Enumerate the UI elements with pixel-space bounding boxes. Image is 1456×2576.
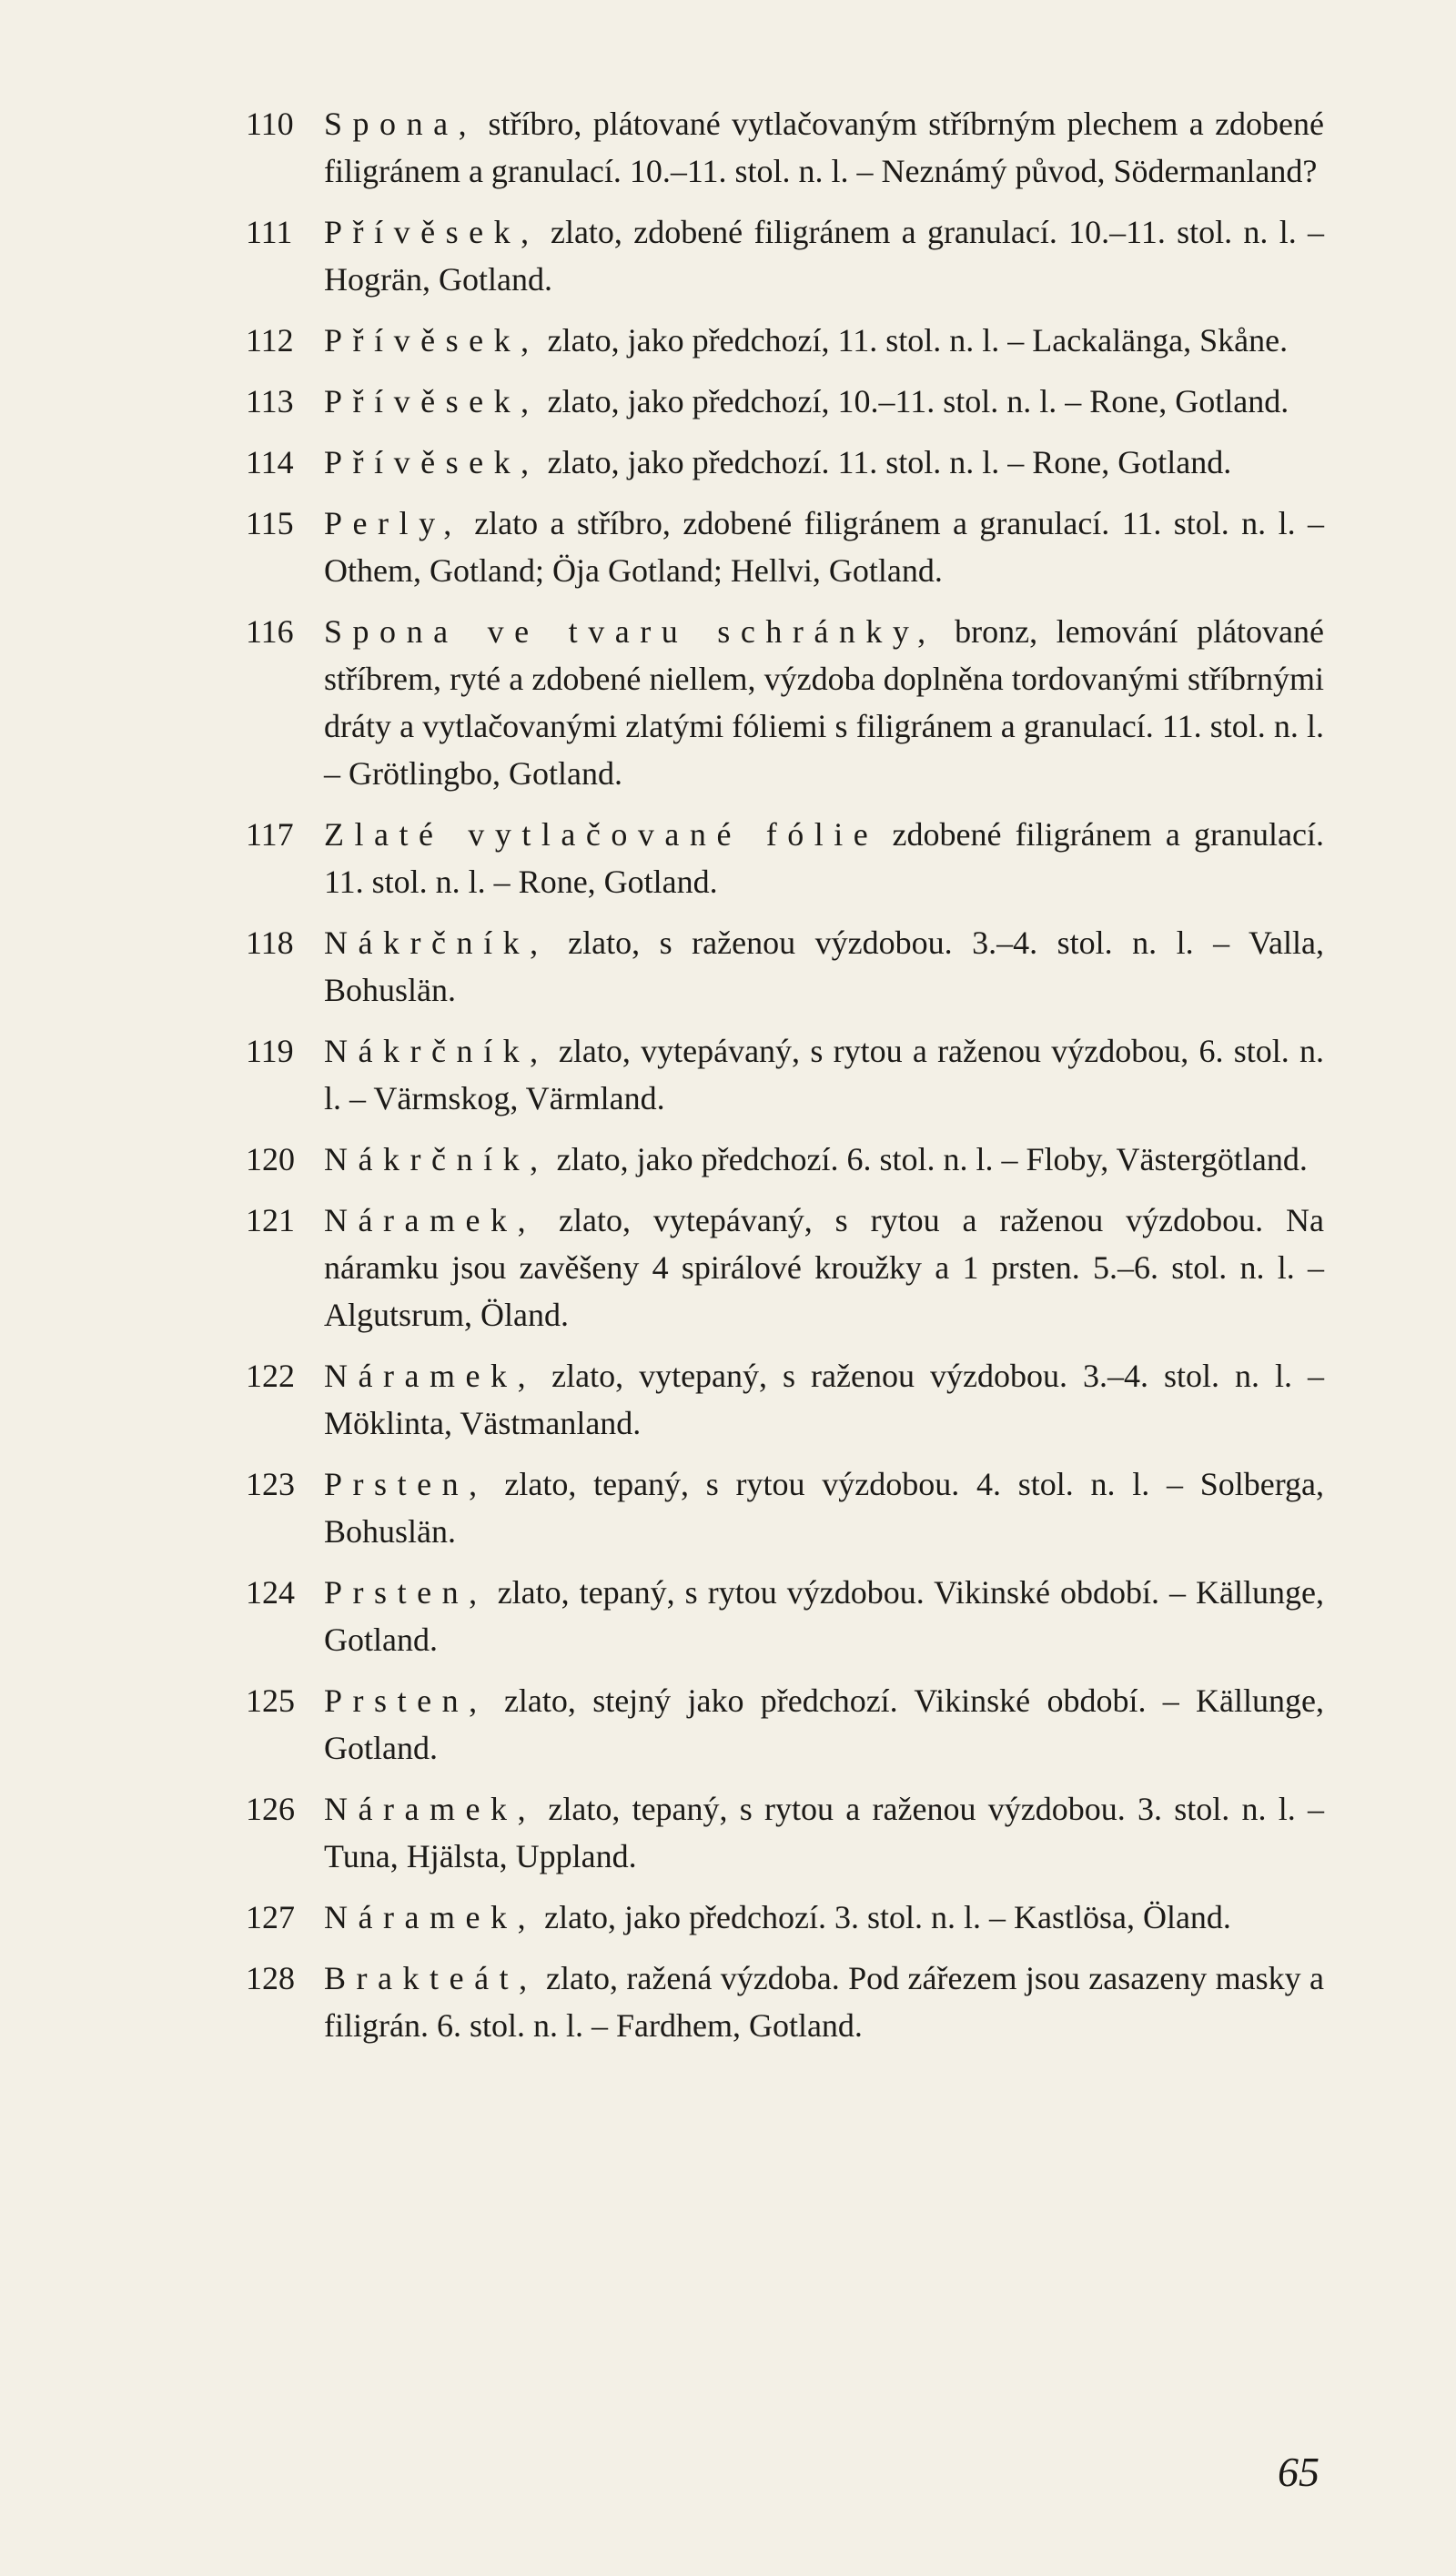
entry-number: 113 (246, 383, 294, 419)
entry-title: Přívěsek, (324, 383, 540, 419)
entry-text: zlato, vytepávaný, s rytou a raženou výzdobou. Na náramku jsou zavěšeny 4 spirálové kroužky a 1 prsten. 5.–6. stol. n. l. – Algutsrum, Öland. (324, 1202, 1325, 1333)
catalog-entry (246, 100, 1324, 195)
entry-title: Přívěsek, (324, 322, 540, 359)
entry-text: stříbro, plátované vytlačovaným stříbrným plechem a zdobené filigránem a granulací. 10.–11. stol. n. l. – Neznámý původ, Södermanland? (324, 106, 1325, 189)
entry-number: 127 (246, 1899, 295, 1935)
entry-number: 118 (246, 924, 294, 961)
entry-number: 128 (246, 1960, 295, 1996)
catalog-entry (246, 317, 1324, 364)
entry-number: 125 (246, 1682, 295, 1719)
entry-title: Spona, (324, 106, 478, 142)
catalog-entry (246, 378, 1324, 425)
entry-number: 115 (246, 505, 294, 541)
entry-number: 116 (246, 613, 294, 650)
entry-text: zlato a stříbro, zdobené filigránem a granulací. 11. stol. n. l. – Othem, Gotland; Öja Gotland; Hellvi, Gotland. (324, 505, 1324, 589)
entry-text: zlato, tepaný, s rytou výzdobou. Vikinské období. – Källunge, Gotland. (324, 1574, 1325, 1658)
catalog-entry (246, 1569, 1324, 1663)
entry-text: zlato, jako předchozí, 11. stol. n. l. – Lackalänga, Skåne. (547, 322, 1289, 359)
entry-text: zlato, jako předchozí. 6. stol. n. l. – Floby, Västergötland. (556, 1141, 1308, 1177)
entry-title: Přívěsek, (324, 214, 540, 250)
catalog-entry (246, 1894, 1324, 1941)
entry-text: bronz, lemování plátované stříbrem, ryté a zdobené niellem, výzdoba doplněna tordovanými stříbrnými dráty a vytlačovanými zlatými fóliemi s filigránem a granulací. 11. stol. n. l. – Grötlingbo, Gotland. (324, 613, 1325, 792)
entry-number: 122 (246, 1358, 295, 1394)
catalog-entry (246, 1136, 1324, 1183)
entry-text: zlato, vytepávaný, s rytou a raženou výzdobou, 6. stol. n. l. – Värmskog, Värmland. (324, 1033, 1325, 1116)
catalog-entry (246, 1460, 1324, 1555)
entry-title: Náramek, (324, 1202, 537, 1238)
entry-title: Prsten, (324, 1466, 488, 1502)
entry-text: zlato, stejný jako předchozí. Vikinské období. – Källunge, Gotland. (324, 1682, 1324, 1766)
entry-number: 110 (246, 106, 294, 142)
entry-text: zlato, tepaný, s rytou výzdobou. 4. stol. n. l. – Solberga, Bohuslän. (324, 1466, 1325, 1550)
entry-number: 121 (246, 1202, 295, 1238)
entry-title: Brakteát, (324, 1960, 538, 1996)
entry-number: 124 (246, 1574, 295, 1611)
catalog-entry (246, 1197, 1324, 1339)
catalog-entry (246, 608, 1324, 797)
entry-title: Spona ve tvaru schránky, (324, 613, 936, 650)
catalog-entry (246, 919, 1324, 1014)
entry-title: Náramek, (324, 1358, 537, 1394)
entry-title: Perly, (324, 505, 462, 541)
entry-text: zlato, s raženou výzdobou. 3.–4. stol. n. l. – Valla, Bohuslän. (324, 924, 1324, 1008)
entry-title: Přívěsek, (324, 444, 540, 480)
entry-text: zlato, zdobené filigránem a granulací. 10.–11. stol. n. l. – Hogrän, Gotland. (324, 214, 1324, 298)
entry-number: 117 (246, 816, 294, 853)
entry-number: 111 (246, 214, 293, 250)
catalog-entry (246, 500, 1324, 594)
entry-number: 126 (246, 1791, 295, 1827)
entry-title: Zlaté vytlačované fólie (324, 816, 879, 853)
entry-title: Náramek, (324, 1791, 537, 1827)
catalog-entry (246, 439, 1324, 486)
entry-number: 123 (246, 1466, 295, 1502)
entry-title: Nákrčník, (324, 1033, 549, 1069)
entry-text: zlato, jako předchozí. 11. stol. n. l. – Rone, Gotland. (547, 444, 1232, 480)
catalog-entry (246, 1677, 1324, 1772)
entry-title: Prsten, (324, 1574, 488, 1611)
catalog-entries (246, 100, 1324, 2063)
entry-number: 120 (246, 1141, 295, 1177)
entry-title: Prsten, (324, 1682, 488, 1719)
entry-text: zlato, jako předchozí. 3. stol. n. l. – Kastlösa, Öland. (544, 1899, 1231, 1935)
entry-text: zlato, tepaný, s rytou a raženou výzdobou. 3. stol. n. l. – Tuna, Hjälsta, Uppland. (324, 1791, 1324, 1874)
catalog-entry (246, 208, 1324, 303)
entry-text: zlato, ražená výzdoba. Pod zářezem jsou zasazeny masky a filigrán. 6. stol. n. l. – Fardhem, Gotland. (324, 1960, 1325, 2044)
entry-text: zdobené filigránem a granulací. 11. stol. n. l. – Rone, Gotland. (324, 816, 1324, 900)
entry-number: 114 (246, 444, 294, 480)
catalog-entry (246, 811, 1324, 905)
entry-title: Nákrčník, (324, 924, 549, 961)
entry-number: 112 (246, 322, 294, 359)
catalog-entry (246, 1785, 1324, 1880)
catalog-entry (246, 1955, 1324, 2049)
entry-text: zlato, vytepaný, s raženou výzdobou. 3.–4. stol. n. l. – Möklinta, Västmanland. (324, 1358, 1324, 1441)
entry-title: Nákrčník, (324, 1141, 549, 1177)
catalog-entry (246, 1352, 1324, 1447)
entry-text: zlato, jako předchozí, 10.–11. stol. n. l. – Rone, Gotland. (547, 383, 1289, 419)
entry-number: 119 (246, 1033, 294, 1069)
entry-title: Náramek, (324, 1899, 537, 1935)
page-number: 65 (1278, 2449, 1320, 2495)
catalog-entry (246, 1027, 1324, 1122)
